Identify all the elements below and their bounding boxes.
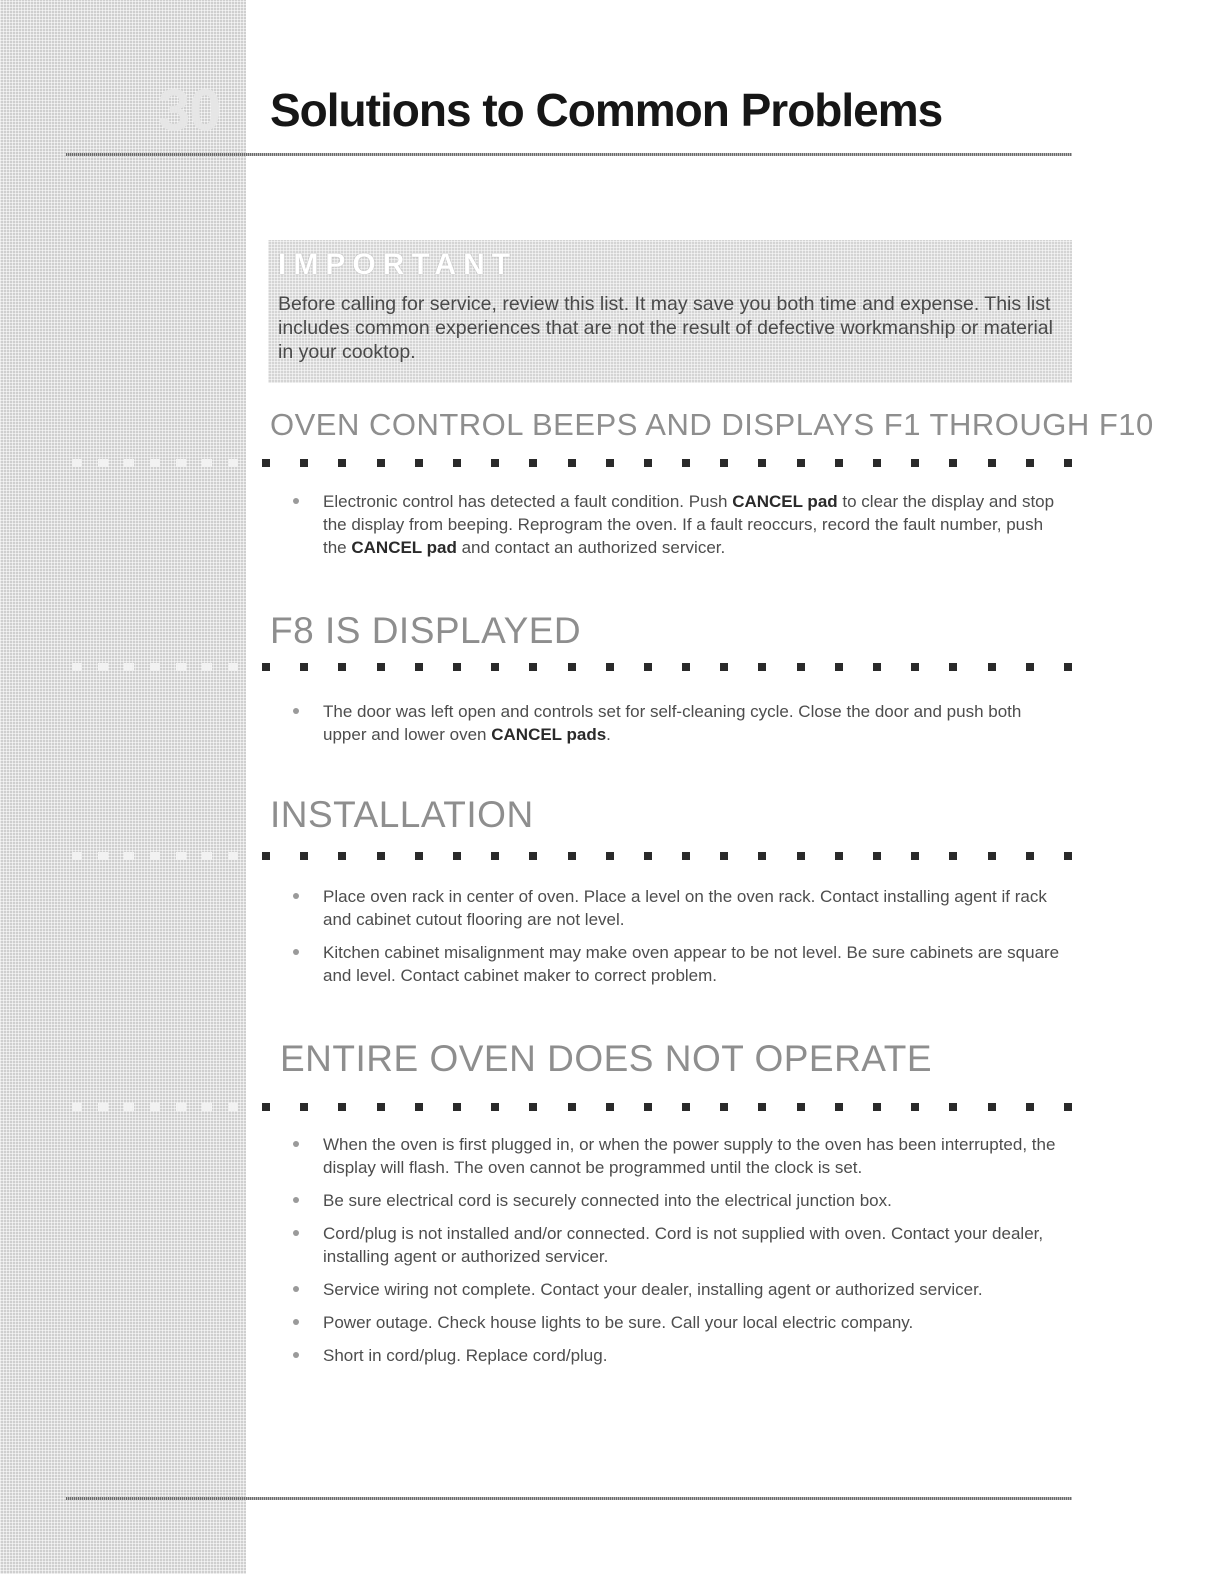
divider-dot <box>529 852 537 860</box>
divider-dot <box>644 1103 652 1111</box>
divider-dot <box>491 852 499 860</box>
list-item: When the oven is first plugged in, or when the power supply to the oven has been interrupted, the display will flash. The oven cannot be programmed until the clock is set. <box>323 1133 1068 1179</box>
divider-dot <box>568 852 576 860</box>
list-item: Place oven rack in center of oven. Place a level on the oven rack. Contact installing agent if rack and cabinet cutout flooring are not level. <box>323 885 1068 931</box>
divider-dot <box>606 663 614 671</box>
divider-dot <box>988 663 996 671</box>
divider-dot <box>682 1103 690 1111</box>
divider-dot <box>720 852 728 860</box>
divider-dot <box>606 852 614 860</box>
divider-dot <box>835 663 843 671</box>
section-heading: F8 IS DISPLAYED <box>270 610 582 651</box>
divider-dot <box>835 852 843 860</box>
divider-dot <box>758 1103 766 1111</box>
section-bullet-list <box>323 1133 1068 1377</box>
divider-dot <box>453 459 461 467</box>
divider-dot <box>873 1103 881 1111</box>
divider-dot <box>758 852 766 860</box>
divider-dot <box>453 1103 461 1111</box>
divider-dot <box>682 663 690 671</box>
divider-dot <box>911 1103 919 1111</box>
divider-dot <box>415 1103 423 1111</box>
divider-dot <box>529 1103 537 1111</box>
divider-dot <box>949 459 957 467</box>
divider-dot <box>377 1103 385 1111</box>
divider-dot <box>300 459 308 467</box>
list-item: The door was left open and controls set for self-cleaning cycle. Close the door and push both upper and lower oven CANCEL pads. <box>323 700 1068 746</box>
section-lead-dots <box>72 459 242 467</box>
divider-dot <box>568 459 576 467</box>
divider-dot <box>377 663 385 671</box>
divider-dot <box>606 1103 614 1111</box>
divider-dot <box>758 459 766 467</box>
divider-dot <box>338 852 346 860</box>
divider-dot <box>949 663 957 671</box>
divider-dot <box>415 459 423 467</box>
divider-dot <box>415 663 423 671</box>
divider-dot <box>338 1103 346 1111</box>
section-bullet-list <box>323 885 1068 997</box>
section-dot-divider <box>262 458 1072 468</box>
divider-dot <box>644 459 652 467</box>
section-lead-dots <box>72 852 242 860</box>
divider-dot <box>835 1103 843 1111</box>
divider-dot <box>1064 852 1072 860</box>
divider-dot <box>682 852 690 860</box>
list-item: Power outage. Check house lights to be sure. Call your local electric company. <box>323 1311 1068 1334</box>
divider-dot <box>262 663 270 671</box>
divider-dot <box>1026 1103 1034 1111</box>
list-item: Electronic control has detected a fault condition. Push CANCEL pad to clear the display and stop the display from beeping. Reprogram the oven. If a fault reoccurs, record the fault number, push the CANCEL pad and contact an authorized servicer. <box>323 490 1068 559</box>
list-item: Be sure electrical cord is securely connected into the electrical junction box. <box>323 1189 1068 1212</box>
divider-dot <box>797 459 805 467</box>
divider-dot <box>1064 1103 1072 1111</box>
divider-dot <box>911 852 919 860</box>
divider-dot <box>606 459 614 467</box>
header-rule <box>66 153 1072 156</box>
divider-dot <box>835 459 843 467</box>
divider-dot <box>682 459 690 467</box>
list-item: Cord/plug is not installed and/or connected. Cord is not supplied with oven. Contact your dealer, installing agent or authorized servicer. <box>323 1222 1068 1268</box>
section-dot-divider <box>262 662 1072 672</box>
page-number: 30 <box>158 78 221 143</box>
divider-dot <box>873 852 881 860</box>
section-bullet-list <box>323 700 1068 756</box>
divider-dot <box>797 663 805 671</box>
section-bullet-list <box>323 490 1068 569</box>
list-item: Kitchen cabinet misalignment may make oven appear to be not level. Be sure cabinets are square and level. Contact cabinet maker to correct problem. <box>323 941 1068 987</box>
divider-dot <box>377 852 385 860</box>
divider-dot <box>644 663 652 671</box>
important-text: Before calling for service, review this list. It may save you both time and expense. This list includes common experiences that are not the result of defective workmanship or material in your cooktop. <box>278 293 1053 363</box>
important-notice-box <box>268 240 1072 383</box>
section-dot-divider <box>262 1102 1072 1112</box>
divider-dot <box>797 852 805 860</box>
divider-dot <box>491 459 499 467</box>
page-title: Solutions to Common Problems <box>270 84 943 136</box>
sidebar-halftone-band <box>0 0 246 1574</box>
divider-dot <box>949 1103 957 1111</box>
section-dot-divider <box>262 851 1072 861</box>
divider-dot <box>491 1103 499 1111</box>
divider-dot <box>988 459 996 467</box>
divider-dot <box>453 663 461 671</box>
divider-dot <box>415 852 423 860</box>
divider-dot <box>988 852 996 860</box>
divider-dot <box>758 663 766 671</box>
divider-dot <box>262 459 270 467</box>
divider-dot <box>873 663 881 671</box>
divider-dot <box>300 663 308 671</box>
divider-dot <box>529 459 537 467</box>
divider-dot <box>338 663 346 671</box>
divider-dot <box>300 852 308 860</box>
divider-dot <box>988 1103 996 1111</box>
divider-dot <box>1026 852 1034 860</box>
section-heading: ENTIRE OVEN DOES NOT OPERATE <box>280 1038 933 1079</box>
divider-dot <box>568 1103 576 1111</box>
divider-dot <box>377 459 385 467</box>
section-lead-dots <box>72 1103 242 1111</box>
section-heading: INSTALLATION <box>270 794 534 835</box>
divider-dot <box>911 663 919 671</box>
divider-dot <box>720 663 728 671</box>
divider-dot <box>644 852 652 860</box>
divider-dot <box>720 1103 728 1111</box>
divider-dot <box>1026 459 1034 467</box>
divider-dot <box>911 459 919 467</box>
divider-dot <box>568 663 576 671</box>
divider-dot <box>949 852 957 860</box>
divider-dot <box>262 852 270 860</box>
important-heading: IMPORTANT <box>278 248 518 281</box>
footer-rule <box>66 1497 1072 1500</box>
list-item: Short in cord/plug. Replace cord/plug. <box>323 1344 1068 1367</box>
divider-dot <box>338 459 346 467</box>
divider-dot <box>873 459 881 467</box>
list-item: Service wiring not complete. Contact your dealer, installing agent or authorized servicer. <box>323 1278 1068 1301</box>
divider-dot <box>529 663 537 671</box>
divider-dot <box>1026 663 1034 671</box>
divider-dot <box>262 1103 270 1111</box>
divider-dot <box>300 1103 308 1111</box>
divider-dot <box>1064 663 1072 671</box>
divider-dot <box>453 852 461 860</box>
divider-dot <box>491 663 499 671</box>
divider-dot <box>797 1103 805 1111</box>
divider-dot <box>720 459 728 467</box>
divider-dot <box>1064 459 1072 467</box>
section-lead-dots <box>72 663 242 671</box>
section-heading: OVEN CONTROL BEEPS AND DISPLAYS F1 THROUGH F10 <box>270 407 1154 442</box>
